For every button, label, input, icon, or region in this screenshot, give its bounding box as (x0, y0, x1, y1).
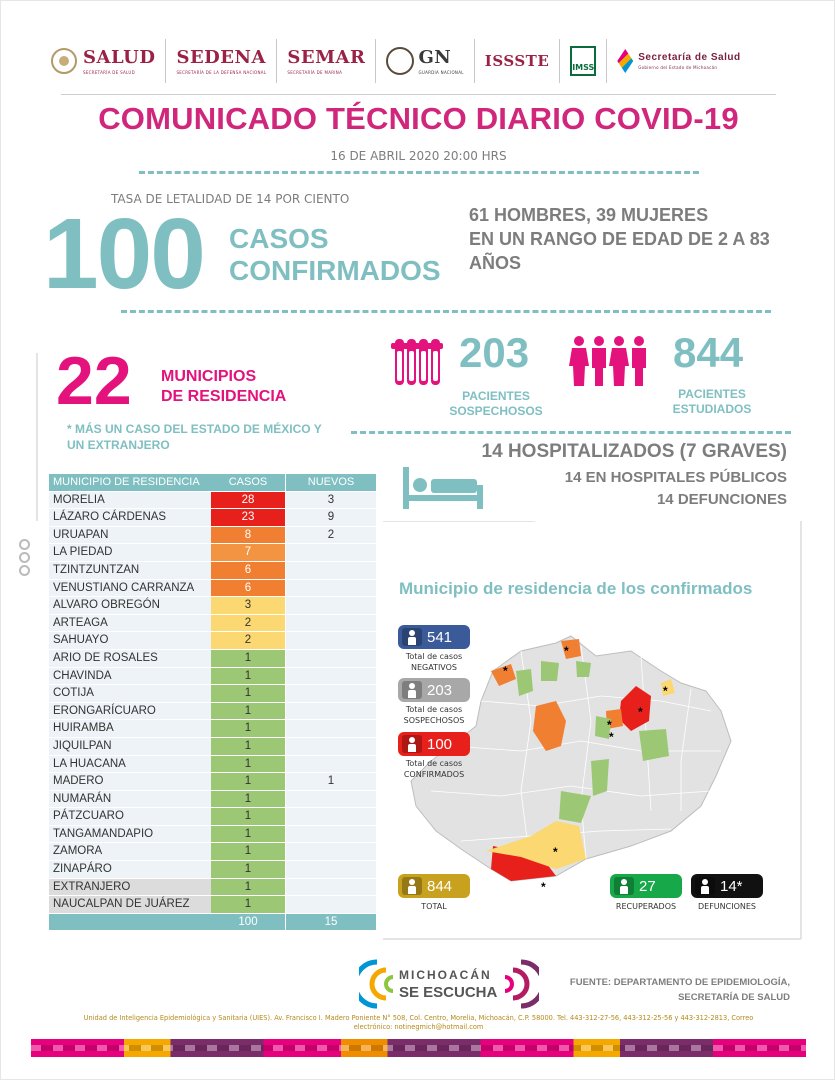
cell-nuevos (285, 879, 376, 897)
total-label-cell (49, 914, 211, 932)
total-casos: 100 (211, 914, 285, 932)
table-row (49, 632, 376, 650)
negatives-label (398, 651, 470, 673)
cell-casos: 1 (211, 650, 285, 668)
cell-casos: 8 (211, 527, 285, 545)
table-row (49, 791, 376, 809)
table-header (49, 474, 376, 492)
cell-nuevos: 3 (285, 492, 376, 510)
dashed-divider (121, 310, 771, 313)
brand-line2: SE ESCUCHA (399, 984, 498, 1001)
cell-casos: 2 (211, 615, 285, 633)
cell-nuevos (285, 650, 376, 668)
cell-casos: 1 (211, 703, 285, 721)
header-municipio: MUNICIPIO DE RESIDENCIA (49, 474, 211, 492)
confirmed-label (398, 758, 470, 780)
cell-municipio: HUIRAMBA (49, 720, 211, 738)
death-marker-icon: * (607, 718, 612, 732)
table-row (49, 773, 376, 791)
header-nuevos: NUEVOS (285, 474, 376, 492)
deaths-label: DEFUNCIONES (697, 902, 756, 911)
cell-municipio: MORELIA (49, 492, 211, 510)
table-row (49, 738, 376, 756)
suspected-badge (398, 678, 470, 702)
suspected-label-line1: Total de casos (405, 705, 463, 714)
cell-nuevos (285, 597, 376, 615)
cell-casos: 6 (211, 580, 285, 598)
salud-logo-sub: SECRETARÍA DE SALUD (83, 70, 135, 75)
confirmed-label-line1: Total de casos (405, 759, 463, 768)
table-row (49, 896, 376, 914)
table-row (49, 668, 376, 686)
cell-nuevos (285, 808, 376, 826)
confirmed-cases-label-line2: CONFIRMADOS (229, 255, 441, 286)
cell-nuevos (285, 632, 376, 650)
cell-casos: 1 (211, 720, 285, 738)
cell-municipio: ERONGARÍCUARO (49, 703, 211, 721)
cell-nuevos (285, 826, 376, 844)
report-date: 16 DE ABRIL 2020 20:00 HRS (330, 149, 507, 163)
source-line2: SECRETARÍA DE SALUD (678, 992, 790, 1003)
recovered-count: 27 (639, 877, 656, 895)
table-row (49, 703, 376, 721)
cell-municipio: NUMARÁN (49, 791, 211, 809)
cell-casos: 1 (211, 861, 285, 879)
suspected-patients-label-line2: SOSPECHOSOS (449, 404, 543, 418)
cell-nuevos (285, 562, 376, 580)
municipalities-count: 22 (56, 343, 132, 419)
address-line2: electrónico: notinegmich@hotmail.com (353, 1023, 484, 1031)
semar-logo-text: SEMAR (287, 47, 366, 68)
deaths-line: 14 DEFUNCIONES (656, 491, 787, 508)
municipalities-label (161, 367, 351, 407)
salud-logo-text: SALUD (83, 47, 156, 68)
dashed-divider (139, 171, 699, 174)
people-icon (614, 877, 634, 895)
people-group-icon (569, 335, 649, 387)
confirmed-cases-label-line1: CASOS (229, 223, 329, 254)
cell-municipio: PÁTZCUARO (49, 808, 211, 826)
table-total-row (49, 914, 376, 932)
imss-logo (560, 39, 607, 83)
death-marker-icon: * (564, 644, 569, 658)
dashed-divider (351, 431, 791, 434)
cell-municipio: MADERO (49, 773, 211, 791)
person-icon (402, 735, 422, 753)
negatives-badge (398, 625, 470, 649)
table-row (49, 597, 376, 615)
cell-casos: 1 (211, 896, 285, 914)
michoacan-brand-text (399, 967, 497, 1001)
person-icon (402, 681, 422, 699)
cell-municipio: VENUSTIANO CARRANZA (49, 580, 211, 598)
semar-logo (277, 39, 376, 83)
cell-municipio: LA HUACANA (49, 756, 211, 774)
table-row (49, 580, 376, 598)
death-marker-icon: * (638, 705, 643, 719)
page-title: COMUNICADO TÉCNICO DIARIO COVID-19 (98, 101, 739, 136)
table-row (49, 843, 376, 861)
cell-municipio: TZINTZUNTZAN (49, 562, 211, 580)
cell-municipio: LÁZARO CÁRDENAS (49, 509, 211, 527)
panel-border (36, 353, 38, 521)
sedena-logo-text: SEDENA (176, 47, 266, 68)
cell-nuevos: 2 (285, 527, 376, 545)
source-line1: FUENTE: DEPARTAMENTO DE EPIDEMIOLOGÍA, (569, 977, 790, 988)
studied-patients-label-line2: ESTUDIADOS (672, 402, 752, 416)
total-nuevos: 15 (285, 914, 376, 932)
sedena-logo (166, 39, 277, 83)
cell-municipio: COTIJA (49, 685, 211, 703)
table-row (49, 544, 376, 562)
address-line1: Unidad de Inteligencia Epidemiológica y Sanitaria (UIES). Av. Francisco I. Madero Poniente N° 508, Col. Centro, Morelia, Michoacán, C.P. 58000. Tel. 443-312-27-56, 443-312-25-56 y 443-312-2813, Correo (83, 1014, 754, 1022)
cell-casos: 1 (211, 738, 285, 756)
confirmed-badge (398, 732, 470, 756)
table-row (49, 879, 376, 897)
header-logos (41, 39, 801, 83)
semar-logo-sub: SECRETARÍA DE MARINA (287, 70, 343, 75)
cell-nuevos: 1 (285, 773, 376, 791)
cell-municipio: NAUCALPAN DE JUÁREZ (49, 896, 211, 914)
people-icon (402, 877, 422, 895)
mexico-seal-icon (51, 48, 77, 74)
total-count: 844 (427, 877, 453, 895)
guardia-nacional-seal-icon (386, 47, 414, 75)
studied-patients-count: 844 (673, 329, 744, 376)
municipalities-label-line2: DE RESIDENCIA (161, 388, 287, 405)
table-row (49, 650, 376, 668)
source-note (570, 975, 790, 1005)
cell-municipio: ALVARO OBREGÓN (49, 597, 211, 615)
negatives-label-line1: Total de casos (405, 652, 463, 661)
cell-nuevos (285, 703, 376, 721)
cell-nuevos (285, 544, 376, 562)
death-marker-icon: * (541, 880, 546, 894)
cell-casos: 7 (211, 544, 285, 562)
cell-casos: 1 (211, 791, 285, 809)
cell-casos: 1 (211, 685, 285, 703)
death-marker-icon: * (503, 664, 508, 678)
cell-municipio: EXTRANJERO (49, 879, 211, 897)
cell-nuevos (285, 668, 376, 686)
header-divider (61, 94, 776, 95)
municipalities-note (67, 421, 357, 453)
negatives-count: 541 (427, 628, 453, 646)
cell-casos: 2 (211, 632, 285, 650)
table-row (49, 509, 376, 527)
cell-nuevos (285, 720, 376, 738)
death-marker-icon: * (663, 684, 668, 698)
suspected-patients-label (441, 389, 551, 419)
cell-casos: 1 (211, 756, 285, 774)
demographics (469, 203, 799, 275)
cell-casos: 1 (211, 879, 285, 897)
cell-municipio: LA PIEDAD (49, 544, 211, 562)
table-row (49, 615, 376, 633)
contact-address (61, 1014, 776, 1032)
cell-casos: 23 (211, 509, 285, 527)
cell-nuevos (285, 791, 376, 809)
total-label: TOTAL (421, 902, 447, 911)
sedena-logo-sub: SECRETARÍA DE LA DEFENSA NACIONAL (176, 70, 267, 75)
header-casos: CASOS (211, 474, 285, 492)
studied-patients-label-line1: PACIENTES (678, 387, 746, 401)
imss-logo-text: IMSS (570, 46, 596, 76)
table-row (49, 492, 376, 510)
secretaria-salud-logo (607, 39, 750, 83)
table-row (49, 826, 376, 844)
suspected-patients-label-line1: PACIENTES (462, 389, 530, 403)
public-hospitals-line: 14 EN HOSPITALES PÚBLICOS (564, 469, 787, 486)
issste-logo-text: ISSSTE (484, 52, 550, 70)
binder-rings (19, 539, 30, 578)
table-body (49, 492, 376, 914)
cell-nuevos (285, 843, 376, 861)
table-row (49, 808, 376, 826)
map-title: Municipio de residencia de los confirmados (399, 579, 753, 598)
recovered-label: RECUPERADOS (615, 902, 677, 911)
cell-casos: 6 (211, 562, 285, 580)
cell-casos: 1 (211, 773, 285, 791)
map-suspected-count: 203 (427, 681, 453, 699)
cell-municipio: CHAVINDA (49, 668, 211, 686)
deaths-badge (691, 874, 763, 898)
table-row (49, 756, 376, 774)
death-marker-icon: * (553, 845, 558, 859)
studied-patients-label (657, 387, 767, 417)
recovered-badge (610, 874, 682, 898)
table-row (49, 562, 376, 580)
suspected-label-line2: SOSPECHOSOS (403, 716, 465, 725)
gn-logo (376, 39, 474, 83)
ring-icon (19, 552, 30, 563)
gn-logo-sub: GUARDIA NACIONAL (418, 70, 464, 75)
table-row (49, 720, 376, 738)
map-confirmed-count: 100 (427, 735, 453, 753)
cell-nuevos (285, 615, 376, 633)
ring-icon (19, 539, 30, 550)
secretaria-salud-logo-sub: Gobierno del Estado de Michoacán (638, 65, 718, 70)
person-icon (695, 877, 715, 895)
municipalities-note-line2: UN EXTRANJERO (67, 438, 170, 452)
person-icon (402, 628, 422, 646)
cell-municipio: SAHUAYO (49, 632, 211, 650)
cell-nuevos (285, 580, 376, 598)
total-badge (398, 874, 470, 898)
ring-icon (19, 565, 30, 576)
cell-casos: 1 (211, 826, 285, 844)
michoacan-kite-icon (617, 49, 633, 73)
cell-nuevos (285, 685, 376, 703)
table-row (49, 861, 376, 879)
confirmed-cases-count: 100 (43, 198, 204, 310)
lethality-rate: TASA DE LETALIDAD DE 14 POR CIENTO (111, 192, 350, 206)
confirmed-label-line2: CONFIRMADOS (403, 770, 465, 779)
decorative-band (31, 1039, 806, 1057)
municipalities-label-line1: MUNICIPIOS (161, 368, 257, 385)
cell-municipio: ZINAPÁRO (49, 861, 211, 879)
municipalities-table (49, 474, 376, 931)
table-row (49, 685, 376, 703)
suspected-patients-count: 203 (459, 329, 530, 376)
cell-casos: 1 (211, 843, 285, 861)
cell-casos: 1 (211, 808, 285, 826)
cell-casos: 3 (211, 597, 285, 615)
cell-casos: 28 (211, 492, 285, 510)
cell-municipio: TANGAMANDAPIO (49, 826, 211, 844)
cell-nuevos (285, 896, 376, 914)
salud-logo (41, 39, 166, 83)
deaths-count: 14* (720, 877, 743, 895)
cell-municipio: JIQUILPAN (49, 738, 211, 756)
cell-nuevos (285, 738, 376, 756)
death-marker-icon: * (609, 730, 614, 744)
cell-casos: 1 (211, 668, 285, 686)
demographics-line1: 61 HOMBRES, 39 MUJERES (469, 205, 709, 225)
demographics-line2: EN UN RANGO DE EDAD DE 2 A 83 (469, 229, 770, 249)
secretaria-salud-logo-text: Secretaría de Salud (638, 52, 741, 63)
suspected-label (398, 704, 470, 726)
negatives-label-line2: NEGATIVOS (410, 663, 458, 672)
issste-logo (475, 39, 560, 83)
hospital-bed-icon (403, 467, 483, 509)
cell-nuevos: 9 (285, 509, 376, 527)
hospitalized-title: 14 HOSPITALIZADOS (7 GRAVES) (481, 441, 787, 462)
brand-line1: MICHOACÁN (399, 968, 492, 982)
demographics-line3: AÑOS (469, 253, 522, 273)
cell-municipio: URUAPAN (49, 527, 211, 545)
confirmed-cases-label (229, 223, 449, 287)
cell-municipio: ZAMORA (49, 843, 211, 861)
cell-municipio: ARIO DE ROSALES (49, 650, 211, 668)
cell-nuevos (285, 756, 376, 774)
municipalities-note-line1: * MÁS UN CASO DEL ESTADO DE MÉXICO Y (67, 422, 322, 436)
test-tubes-icon (391, 337, 443, 387)
cell-municipio: ARTEAGA (49, 615, 211, 633)
table-row (49, 527, 376, 545)
gn-logo-text: GN (418, 47, 452, 68)
cell-nuevos (285, 861, 376, 879)
